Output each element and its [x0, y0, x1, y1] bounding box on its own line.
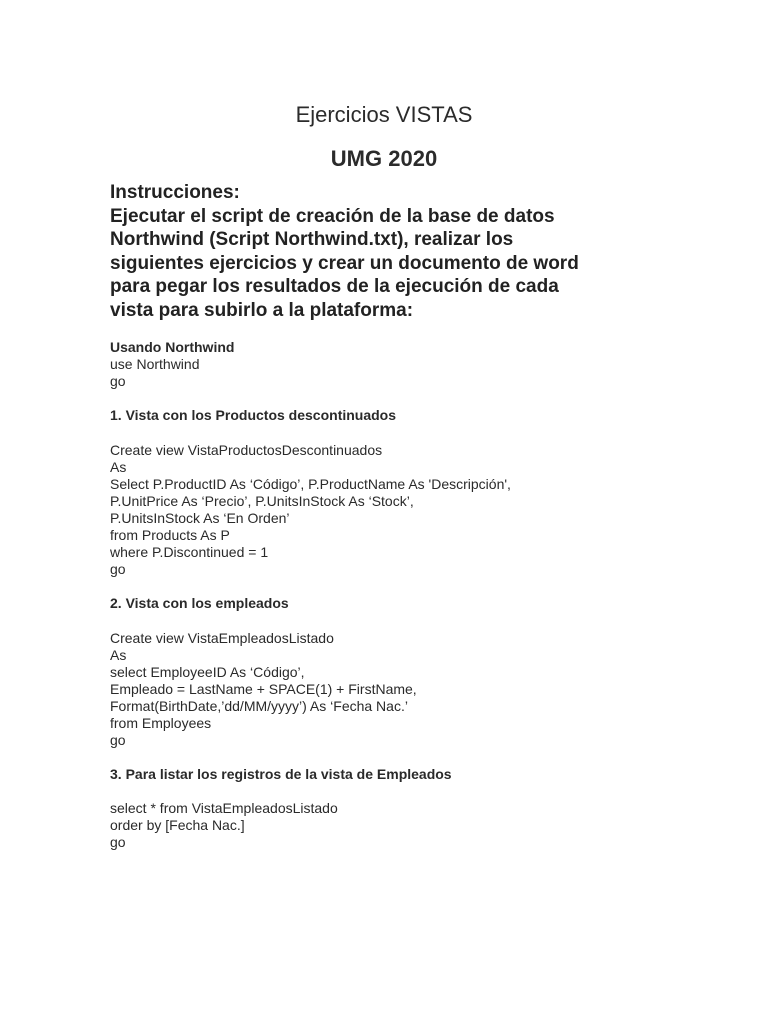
exercise-2-heading-block: [110, 595, 730, 612]
instructions-heading: Instrucciones:: [110, 182, 240, 203]
instructions-section: [110, 181, 670, 322]
instructions-line: Northwind (Script Northwind.txt), realizar los: [110, 229, 514, 250]
intro-heading: Usando Northwind: [110, 339, 235, 355]
code-line: go: [110, 732, 126, 748]
intro-section: [110, 339, 730, 390]
code-line: go: [110, 834, 126, 850]
exercise-3-heading-block: [110, 766, 730, 783]
document-title: Ejercicios VISTAS: [295, 102, 473, 127]
code-line: select * from VistaEmpleadosListado: [110, 800, 338, 816]
document-subtitle: UMG 2020: [330, 146, 438, 171]
code-line: from Employees: [110, 715, 212, 731]
code-line: As: [110, 459, 127, 475]
code-line: As: [110, 647, 127, 663]
code-line: Create view VistaEmpleadosListado: [110, 630, 334, 646]
exercise-1-code: [110, 442, 730, 578]
code-line: go: [110, 561, 126, 577]
exercise-heading: 2. Vista con los empleados: [110, 595, 289, 611]
code-line: order by [Fecha Nac.]: [110, 817, 245, 833]
exercise-heading: 1. Vista con los Productos descontinuados: [110, 407, 397, 423]
instructions-line: siguientes ejercicios y crear un documento de word: [110, 252, 579, 274]
instructions-line: Ejecutar el script de creación de la base de datos: [110, 205, 555, 227]
code-line: select EmployeeID As ‘Código’,: [110, 664, 305, 680]
exercise-3-code: [110, 800, 730, 851]
code-line: P.UnitsInStock As ‘En Orden’: [110, 510, 290, 526]
code-line: where P.Discontinued = 1: [110, 544, 269, 560]
code-line: go: [110, 373, 126, 389]
code-line: use Northwind: [110, 356, 200, 372]
code-line: Format(BirthDate,’dd/MM/yyyy’) As ‘Fecha Nac.’: [110, 698, 408, 714]
code-line: Empleado = LastName + SPACE(1) + FirstName,: [110, 681, 417, 697]
instructions-line: para pegar los resultados de la ejecución de cada: [110, 276, 559, 297]
code-line: from Products As P: [110, 527, 230, 543]
code-line: Create view VistaProductosDescontinuados: [110, 442, 383, 458]
instructions-line: vista para subirlo a la plataforma:: [110, 299, 414, 321]
exercise-1-heading-block: [110, 407, 730, 424]
exercise-2-code: [110, 630, 730, 749]
exercise-heading: 3. Para listar los registros de la vista de Empleados: [110, 766, 452, 782]
code-line: Select P.ProductID As ‘Código’, P.ProductName As 'Descripción',: [110, 476, 511, 492]
code-line: P.UnitPrice As ‘Precio’, P.UnitsInStock As ‘Stock’,: [110, 493, 414, 509]
